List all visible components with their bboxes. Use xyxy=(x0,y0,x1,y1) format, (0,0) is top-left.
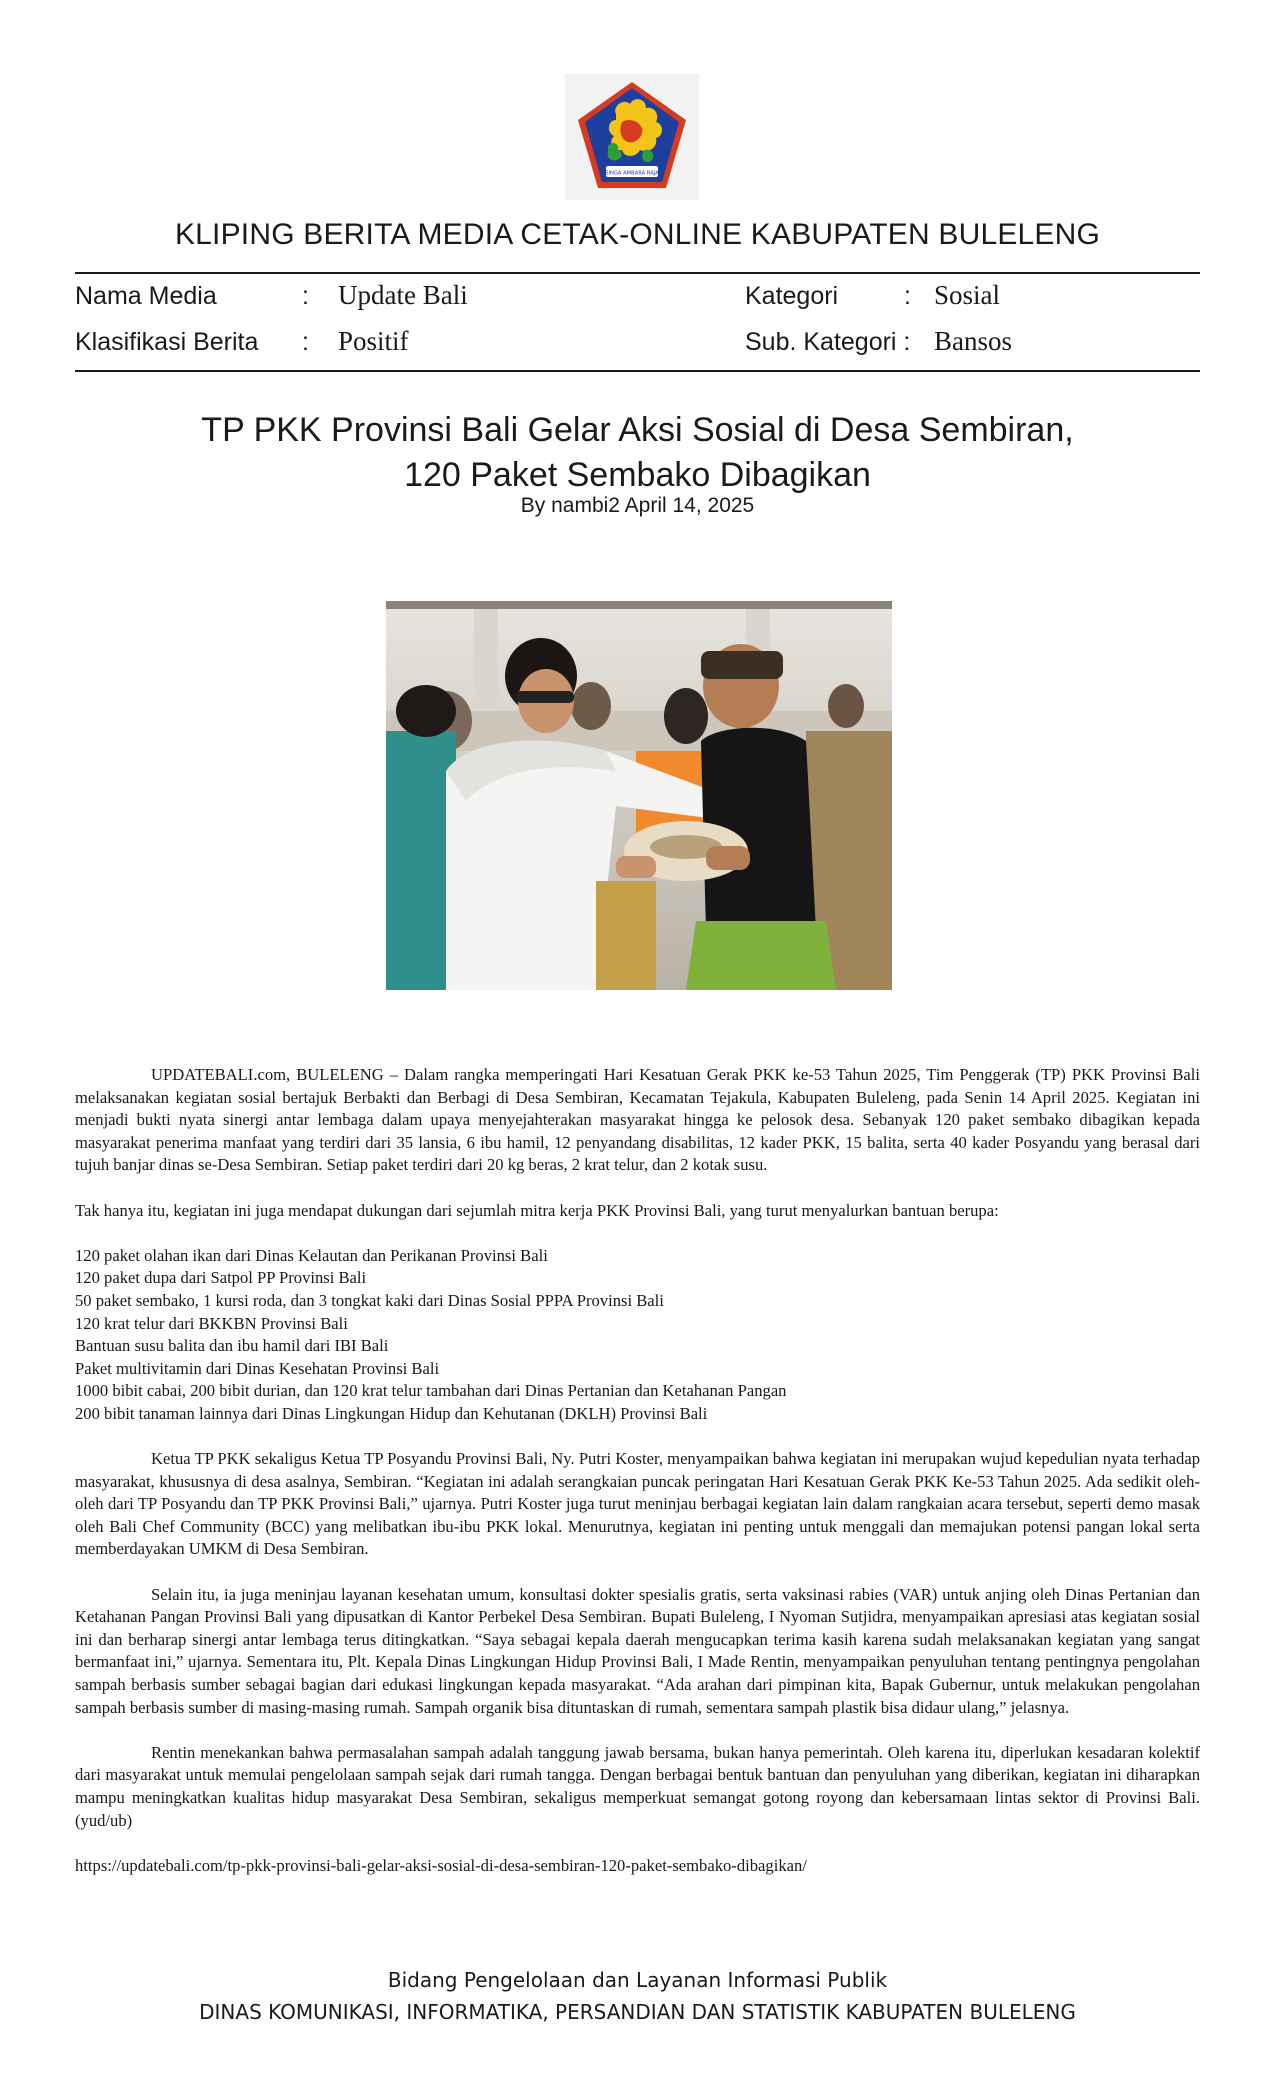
list-item: 1000 bibit cabai, 200 bibit durian, dan 120 krat telur tambahan dari Dinas Pertanian dan Ketahanan Pangan xyxy=(75,1381,787,1401)
list-item: 120 paket dupa dari Satpol PP Provinsi Bali xyxy=(75,1268,367,1288)
kategori-colon: : xyxy=(904,282,911,310)
source-url: https://updatebali.com/tp-pkk-provinsi-bali-gelar-aksi-sosial-di-desa-sembiran-120-paket-sembako-dibagikan/ xyxy=(75,1855,807,1875)
article-paragraph: UPDATEBALI.com, BULELENG – Dalam rangka memperingati Hari Kesatuan Gerak PKK ke-53 Tahun 2025, Tim Penggerak (TP) PKK Provinsi Bali melaksanakan kegiatan sosial bertajuk Berbakti dan Berbagi di Desa Sembiran, Kecamatan Tejakula, Kabupaten Buleleng, pada Senin 14 April 2025. Kegiatan ini menjadi bukti nyata sinergi antar lembaga dalam upaya menyejahterakan masyarakat hingga ke pelosok desa. Sebanyak 120 paket sembako dibagikan kepada masyarakat penerima manfaat yang terdiri dari 35 lansia, 6 ibu hamil, 12 penyandang disabilitas, 12 kader PKK, 15 balita, serta 40 kader Posyandu yang berasal dari tujuh banjar dinas se-Desa Sembiran. Setiap paket terdiri dari 20 kg beras, 2 krat telur, dan 2 kotak susu. xyxy=(75,1065,1200,1175)
nama-media-label: Nama Media xyxy=(75,282,217,310)
footer-agency: DINAS KOMUNIKASI, INFORMATIKA, PERSANDIAN DAN STATISTIK KABUPATEN BULELENG xyxy=(199,2000,1076,2024)
singa-ambara-raja-crest-icon xyxy=(572,78,692,196)
aid-list xyxy=(75,1245,1200,1426)
list-item: 50 paket sembako, 1 kursi roda, dan 3 tongkat kaki dari Dinas Sosial PPPA Provinsi Bali xyxy=(75,1290,664,1310)
kategori-value: Sosial xyxy=(934,280,1001,310)
klasifikasi-label: Klasifikasi Berita xyxy=(75,328,259,356)
svg-text:SINGA AMBARA RAJA: SINGA AMBARA RAJA xyxy=(605,170,659,177)
sub-kategori-label: Sub. Kategori : xyxy=(745,328,911,356)
footer-division: Bidang Pengelolaan dan Layanan Informasi Publik xyxy=(387,1968,888,1992)
headline-line-1: TP PKK Provinsi Bali Gelar Aksi Sosial di Desa Sembiran, xyxy=(201,411,1074,449)
list-item: 120 paket olahan ikan dari Dinas Kelautan dan Perikanan Provinsi Bali xyxy=(75,1245,548,1265)
article-paragraph: Tak hanya itu, kegiatan ini juga mendapat dukungan dari sejumlah mitra kerja PKK Provinsi Bali, yang turut menyalurkan bantuan berupa: xyxy=(75,1200,999,1220)
list-item: 120 krat telur dari BKKBN Provinsi Bali xyxy=(75,1313,348,1333)
article-byline: By nambi2 April 14, 2025 xyxy=(520,494,755,517)
list-item: Bantuan susu balita dan ibu hamil dari IBI Bali xyxy=(75,1336,389,1356)
headline-line-2: 120 Paket Sembako Dibagikan xyxy=(404,456,871,494)
nama-media-colon: : xyxy=(302,282,309,310)
article-body xyxy=(75,1064,1200,1877)
sub-kategori-value: Bansos xyxy=(934,326,1013,356)
nama-media-value: Update Bali xyxy=(338,280,468,310)
header-divider-top xyxy=(75,272,1200,274)
header-divider-bottom xyxy=(75,370,1200,372)
klasifikasi-value: Positif xyxy=(338,326,409,356)
news-photo xyxy=(386,601,892,990)
list-item: Paket multivitamin dari Dinas Kesehatan Provinsi Bali xyxy=(75,1358,440,1378)
list-item: 200 bibit tanaman lainnya dari Dinas Lingkungan Hidup dan Kehutanan (DKLH) Provinsi Bali xyxy=(75,1403,708,1423)
klasifikasi-colon: : xyxy=(302,328,309,356)
article-headline xyxy=(0,408,1275,498)
article-paragraph: Ketua TP PKK sekaligus Ketua TP Posyandu Provinsi Bali, Ny. Putri Koster, menyampaikan bahwa kegiatan ini merupakan wujud kepedulian nyata terhadap masyarakat, khususnya di desa asalnya, Sembiran. “Kegiatan ini adalah serangkaian puncak peringatan Hari Kesatuan Gerak PKK Ke-53 Tahun 2025. Ada sedikit oleh-oleh dari TP Posyandu dan TP PKK Provinsi Bali,” ujarnya. Putri Koster juga turut meninjau berbagai kegiatan lain dalam rangkaian acara tersebut, seperti demo masak oleh Bali Chef Community (BCC) yang melibatkan ibu-ibu PKK lokal. Menurutnya, kegiatan ini penting untuk menggali dan memajukan potensi pangan lokal serta memberdayakan UMKM di Desa Sembiran. xyxy=(75,1449,1200,1559)
kategori-label: Kategori xyxy=(745,282,839,310)
article-paragraph: Selain itu, ia juga meninjau layanan kesehatan umum, konsultasi dokter spesialis gratis, serta vaksinasi rabies (VAR) untuk anjing oleh Dinas Pertanian dan Ketahanan Pangan Provinsi Bali yang dipusatkan di Kantor Perbekel Desa Sembiran. Bupati Buleleng, I Nyoman Sutjidra, menyampaikan apresiasi atas kegiatan sosial ini dan berharap sinergi antar lembaga terus ditingkatkan. “Saya sebagai kepala daerah mengucapkan terima kasih karena sudah melaksanakan kegiatan yang sangat bermanfaat ini,” ujarnya. Sementara itu, Plt. Kepala Dinas Lingkungan Hidup Provinsi Bali, I Made Rentin, menyampaikan penyuluhan tentang pentingnya pengolahan sampah berbasis sumber sebagai bagian dari edukasi lingkungan kepada masyarakat. “Ada arahan dari pimpinan kita, Bapak Gubernur, untuk melakukan pengolahan sampah berbasis sumber di masing-masing rumah. Sampah organik bisa dituntaskan di rumah, sementara sampah plastik bisa didaur ulang,” jelasnya. xyxy=(75,1584,1200,1717)
buleleng-crest-logo xyxy=(565,74,699,200)
article-paragraph: Rentin menekankan bahwa permasalahan sampah adalah tanggung jawab bersama, bukan hanya pemerintah. Oleh karena itu, diperlukan kesadaran kolektif dari masyarakat untuk memulai pengelolaan sampah sejak dari rumah tangga. Dengan berbagai bentuk bantuan dan penyuluhan yang diberikan, kegiatan ini diharapkan mampu meningkatkan kualitas hidup masyarakat Desa Sembiran, sekaligus memperkuat semangat gotong royong dan kebersamaan lintas sektor di Provinsi Bali.(yud/ub) xyxy=(75,1742,1200,1830)
kliping-title: KLIPING BERITA MEDIA CETAK-ONLINE KABUPATEN BULELENG xyxy=(174,218,1101,251)
